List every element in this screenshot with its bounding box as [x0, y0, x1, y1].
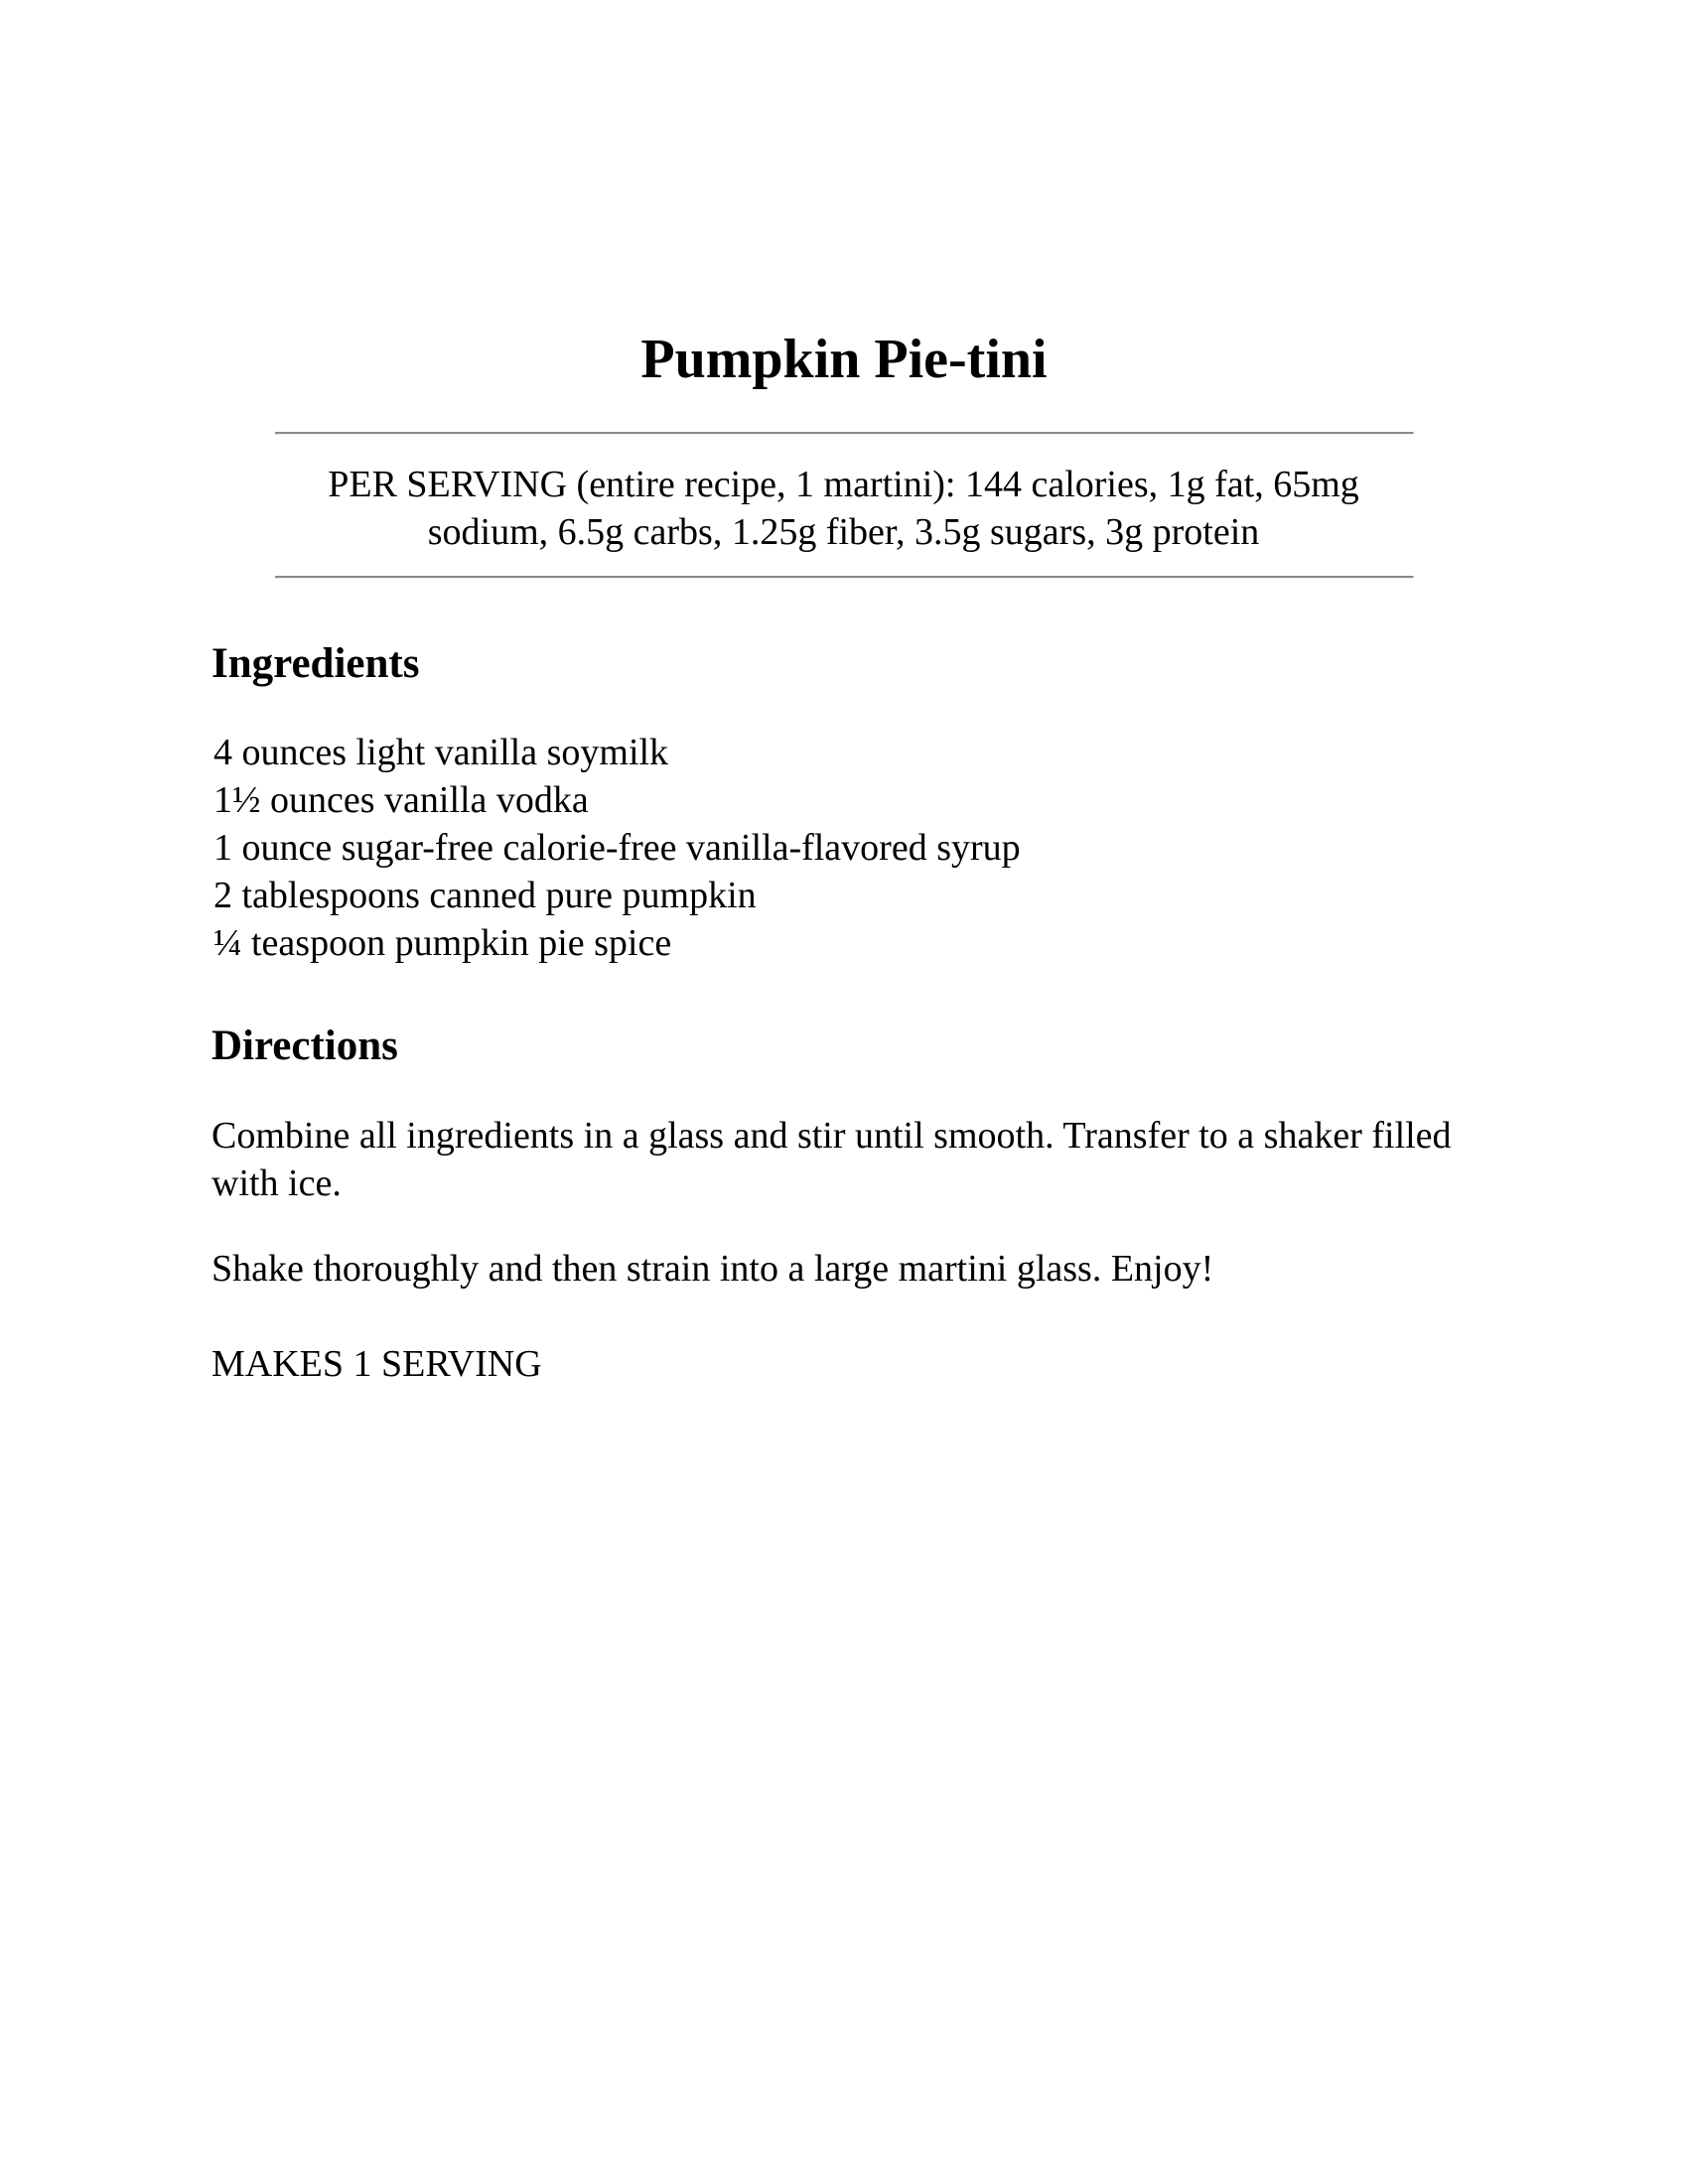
ingredient-item: 4 ounces light vanilla soymilk: [213, 732, 669, 773]
direction-step: Combine all ingredients in a glass and stir until smooth. Transfer to a shaker filled with ice.: [211, 1115, 1452, 1204]
nutrition-info: [275, 461, 1412, 556]
nutrition-line-2: sodium, 6.5g carbs, 1.25g fiber, 3.5g sugars, 3g protein: [427, 511, 1260, 553]
recipe-title: Pumpkin Pie-tini: [640, 329, 1048, 390]
divider-top: [275, 432, 1414, 435]
yield-text: MAKES 1 SERVING: [211, 1343, 542, 1385]
ingredient-item: 2 tablespoons canned pure pumpkin: [213, 875, 757, 916]
ingredient-item: 1 ounce sugar-free calorie-free vanilla-flavored syrup: [213, 827, 1021, 869]
directions-heading: Directions: [211, 1023, 398, 1069]
divider-bottom: [275, 576, 1414, 579]
direction-step: Shake thoroughly and then strain into a large martini glass. Enjoy!: [211, 1248, 1214, 1290]
ingredient-item: 1½ ounces vanilla vodka: [213, 779, 589, 821]
nutrition-line-1: PER SERVING (entire recipe, 1 martini): 144 calories, 1g fat, 65mg: [328, 464, 1359, 505]
ingredients-heading: Ingredients: [211, 640, 420, 687]
ingredients-list: [213, 729, 1021, 967]
ingredient-item: ¼ teaspoon pumpkin pie spice: [213, 922, 672, 964]
